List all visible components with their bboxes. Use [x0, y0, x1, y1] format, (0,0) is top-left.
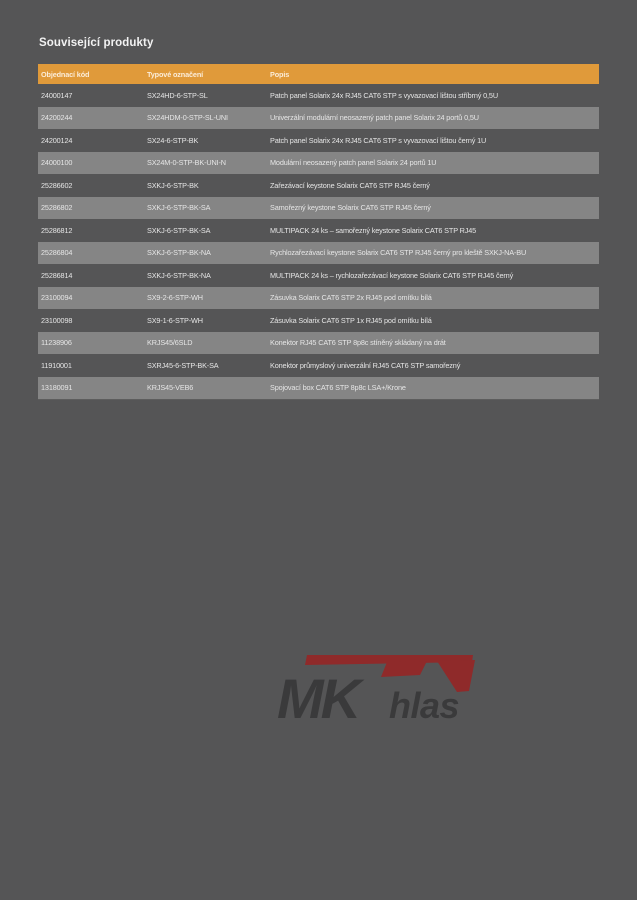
table-row: [38, 377, 599, 400]
section-title: Související produkty: [39, 37, 154, 49]
table-row: [38, 287, 599, 310]
table-row: [38, 242, 599, 265]
type-designation-cell: SX24M-0-STP-BK-UNI-N: [147, 158, 226, 168]
type-designation-cell: SX9-2-6-STP-WH: [147, 293, 203, 303]
type-designation-cell: SX24-6-STP-BK: [147, 135, 199, 145]
table-row: [38, 84, 599, 107]
table-row: [38, 107, 599, 130]
order-code-cell: 24200124: [41, 135, 73, 145]
order-code-cell: 23100098: [41, 315, 73, 325]
type-designation-cell: SX24HDM-0-STP-SL-UNI: [147, 113, 228, 123]
table-row: [38, 174, 599, 197]
order-code-cell: 11238906: [41, 338, 72, 348]
table-header-row: [38, 64, 599, 84]
type-designation-cell: SXKJ-6-STP-BK: [147, 180, 199, 190]
order-code-cell: 23100094: [41, 293, 73, 303]
table-row: [38, 197, 599, 220]
order-code-cell: 25286814: [41, 270, 73, 280]
mkhlas-logo: [277, 655, 477, 725]
type-designation-cell: SXRJ45-6-STP-BK-SA: [147, 360, 219, 370]
description-cell: Spojovací box CAT6 STP 8p8c LSA+/Krone: [270, 383, 406, 392]
description-cell: Rychlozařezávací keystone Solarix CAT6 STP RJ45 černý pro kleště SXKJ-NA-BU: [270, 248, 527, 258]
type-designation-cell: SX9-1-6-STP-WH: [147, 315, 203, 325]
column-header-order-code: Objednací kód: [41, 69, 90, 79]
order-code-cell: 25286812: [41, 225, 73, 235]
table-row: [38, 129, 599, 152]
order-code-cell: 24000100: [41, 158, 73, 168]
order-code-cell: 24000147: [41, 90, 73, 100]
description-cell: Konektor RJ45 CAT6 STP 8p8c stíněný skládaný na drát: [270, 338, 446, 348]
description-cell: Patch panel Solarix 24x RJ45 CAT6 STP s vyvazovací lištou černý 1U: [270, 135, 487, 145]
column-header-description: Popis: [270, 69, 290, 79]
order-code-cell: 24200244: [41, 113, 73, 123]
logo-text-hlas: hlas: [389, 685, 460, 725]
table-row: [38, 354, 599, 377]
description-cell: MULTIPACK 24 ks – rychlozařezávací keystone Solarix CAT6 STP RJ45 černý: [270, 270, 514, 280]
logo-red-stripe-accent: [381, 661, 427, 677]
description-cell: Zásuvka Solarix CAT6 STP 2x RJ45 pod omítku bílá: [270, 293, 432, 303]
type-designation-cell: KRJS45-VEB6: [147, 383, 194, 392]
description-cell: MULTIPACK 24 ks – samořezný keystone Solarix CAT6 STP RJ45: [270, 225, 477, 235]
description-cell: Konektor průmyslový univerzální RJ45 CAT6 STP samořezný: [270, 360, 461, 370]
description-cell: Patch panel Solarix 24x RJ45 CAT6 STP s vyvazovací lištou stříbrný 0,5U: [270, 90, 498, 100]
order-code-cell: 11910001: [41, 360, 72, 370]
description-cell: Univerzální modulární neosazený patch panel Solarix 24 portů 0,5U: [270, 113, 479, 123]
table-row: [38, 309, 599, 332]
mkhlas-logo-graphic: [277, 655, 477, 725]
table-row: [38, 264, 599, 287]
type-designation-cell: SXKJ-6-STP-BK-NA: [147, 248, 211, 258]
type-designation-cell: SXKJ-6-STP-BK-NA: [147, 270, 211, 280]
type-designation-cell: SX24HD-6-STP-SL: [147, 90, 208, 100]
column-header-type-designation: Typové označení: [147, 69, 204, 79]
order-code-cell: 13180091: [41, 383, 73, 392]
description-cell: Zásuvka Solarix CAT6 STP 1x RJ45 pod omítku bílá: [270, 315, 432, 325]
description-cell: Modulární neosazený patch panel Solarix 24 portů 1U: [270, 158, 437, 168]
type-designation-cell: KRJS45/6SLD: [147, 338, 193, 348]
order-code-cell: 25286602: [41, 180, 73, 190]
order-code-cell: 25286802: [41, 203, 73, 213]
logo-text-mk: MK: [277, 667, 359, 725]
type-designation-cell: SXKJ-6-STP-BK-SA: [147, 203, 211, 213]
related-products-table: [38, 64, 599, 400]
description-cell: Samořezný keystone Solarix CAT6 STP RJ45 černý: [270, 203, 431, 213]
table-row: [38, 219, 599, 242]
table-row: [38, 152, 599, 175]
order-code-cell: 25286804: [41, 248, 73, 258]
table-row: [38, 332, 599, 355]
type-designation-cell: SXKJ-6-STP-BK-SA: [147, 225, 211, 235]
description-cell: Zařezávací keystone Solarix CAT6 STP RJ45 černý: [270, 180, 430, 190]
